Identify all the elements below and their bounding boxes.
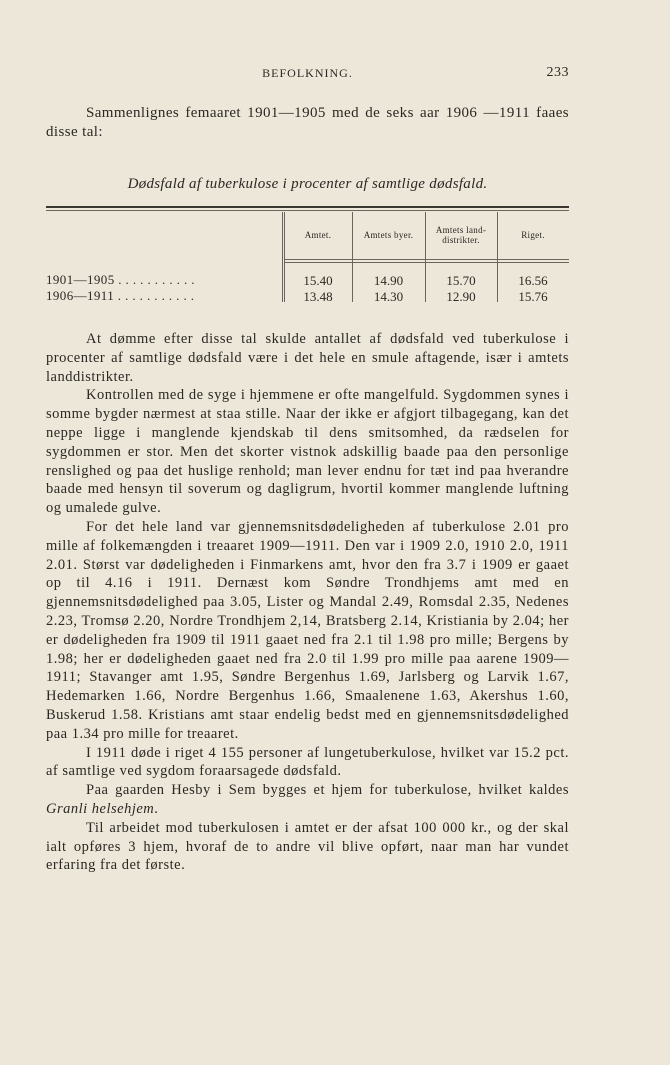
paragraph-text: Paa gaarden Hesby i Sem bygges et hjem for tuberkulose, hvilket kaldes — [86, 782, 569, 799]
header-separator — [284, 259, 569, 260]
table-cell: 13.48 — [303, 289, 333, 304]
table-cell: 15.70 — [446, 273, 476, 288]
column-header: Amtet. — [304, 230, 332, 240]
page-number: 233 — [546, 65, 569, 80]
paragraph: I 1911 døde i riget 4 155 personer af lungetuberkulose, hvilket var 15.2 pct. af samtlige ved sygdom foraarsagede dødsfald. — [46, 744, 569, 780]
table-top-rule-thin — [46, 210, 569, 211]
column-header: Amtets land-distrikter. — [435, 225, 487, 245]
row-label: 1901—1905 . . . . . . . . . . . — [46, 272, 195, 287]
header-separator — [284, 262, 569, 263]
row-label: 1906—1911 . . . . . . . . . . . — [46, 288, 195, 303]
column-header: Amtets byer. — [363, 230, 414, 240]
table-cell: 15.76 — [518, 289, 548, 304]
table-divider — [282, 212, 283, 302]
table-cell: 15.40 — [303, 273, 333, 288]
paragraph: Til arbeidet mod tuberkulosen i amtet er der afsat 100 000 kr., og der skal ialt opføres 3 hjem, hvoraf de to andre vil blive opført, naar man har vundet erfaring fra det første. — [46, 819, 569, 874]
column-header: Riget. — [521, 230, 545, 240]
paragraph: At dømme efter disse tal skulde antallet af dødsfald ved tuberkulose i procenter af samtlige dødsfald være i det hele en smule aftagende, især i amtets landdistrikter. — [46, 331, 569, 385]
table-top-rule — [46, 206, 569, 208]
table-caption: Dødsfald af tuberkulose i procenter af samtlige dødsfald. — [127, 176, 488, 192]
paragraph — [46, 781, 569, 819]
body-text — [46, 330, 569, 875]
intro-text: Sammenlignes femaaret 1901—1905 med de seks aar 1906 —1911 faaes disse tal: — [46, 105, 569, 140]
header-title: BEFOLKNING. — [262, 66, 353, 80]
table-cell: 14.30 — [373, 289, 404, 304]
table-cell: 12.90 — [446, 289, 476, 304]
table-cell: 14.90 — [373, 273, 404, 288]
paragraph: Kontrollen med de syge i hjemmene er ofte mangelfuld. Sygdommen synes i somme bygder nærmest at staa stille. Naar der ikke er afgjort tilbagegang, kan det neppe ligge i manglende kjendskab til dens smitsomhed, da rædselen for sygdommen er stor. Men det skorter vistnok adskillig baade paa den personlige renslighed og paa det huslige renhold; man lever endnu for tæt ind paa hverandre baade med hensyn til soverum og dagligrum, hvortil kommer manglende luftning og umalede gulve. — [46, 387, 569, 517]
paragraph: For det hele land var gjennemsnitsdødeligheden af tuberkulose 2.01 pro mille af folkemængden i treaaret 1909—1911. Den var i 1909 2.0, 1910 2.0, 1911 2.01. Størst var dødeligheden i Finmarkens amt, hvor den fra 3.7 i 1909 er gaaet op til 4.16 i 1911. Dernæst kom Søndre Trondhjems amt med en gjennemsnitsdødelighed paa 3.05, Lister og Mandal 2.49, Romsdal 2.35, Nedenes 2.23, Tromsø 2.20, Nordre Trondhjem 2,14, Bratsberg 2.14, Kristiania by 2.04; her er dødeligheden fra 1909 til 1911 gaaet ned fra 2.1 til 1.98 pro mille; Bergens by 1.98; her er dødeligheden gaaet ned fra 2.0 til 1.99 pro mille paa aarene 1909—1911; Stavanger amt 1.95, Søndre Bergenhus 1.69, Jarlsberg og Larvik 1.67, Hedemarken 1.66, Nordre Bergenhus 1.66, Smaalenene 1.63, Akershus 1.60, Buskerud 1.58. Kristians amt staar endelig bedst med en gjennemsnitsdødelighed paa 1.34 pro mille for treaaret. — [46, 518, 569, 742]
home-name: Granli helsehjem — [46, 800, 155, 817]
paragraph-text: . — [154, 800, 159, 817]
table-cell: 16.56 — [518, 273, 548, 288]
intro-paragraph — [46, 104, 569, 142]
